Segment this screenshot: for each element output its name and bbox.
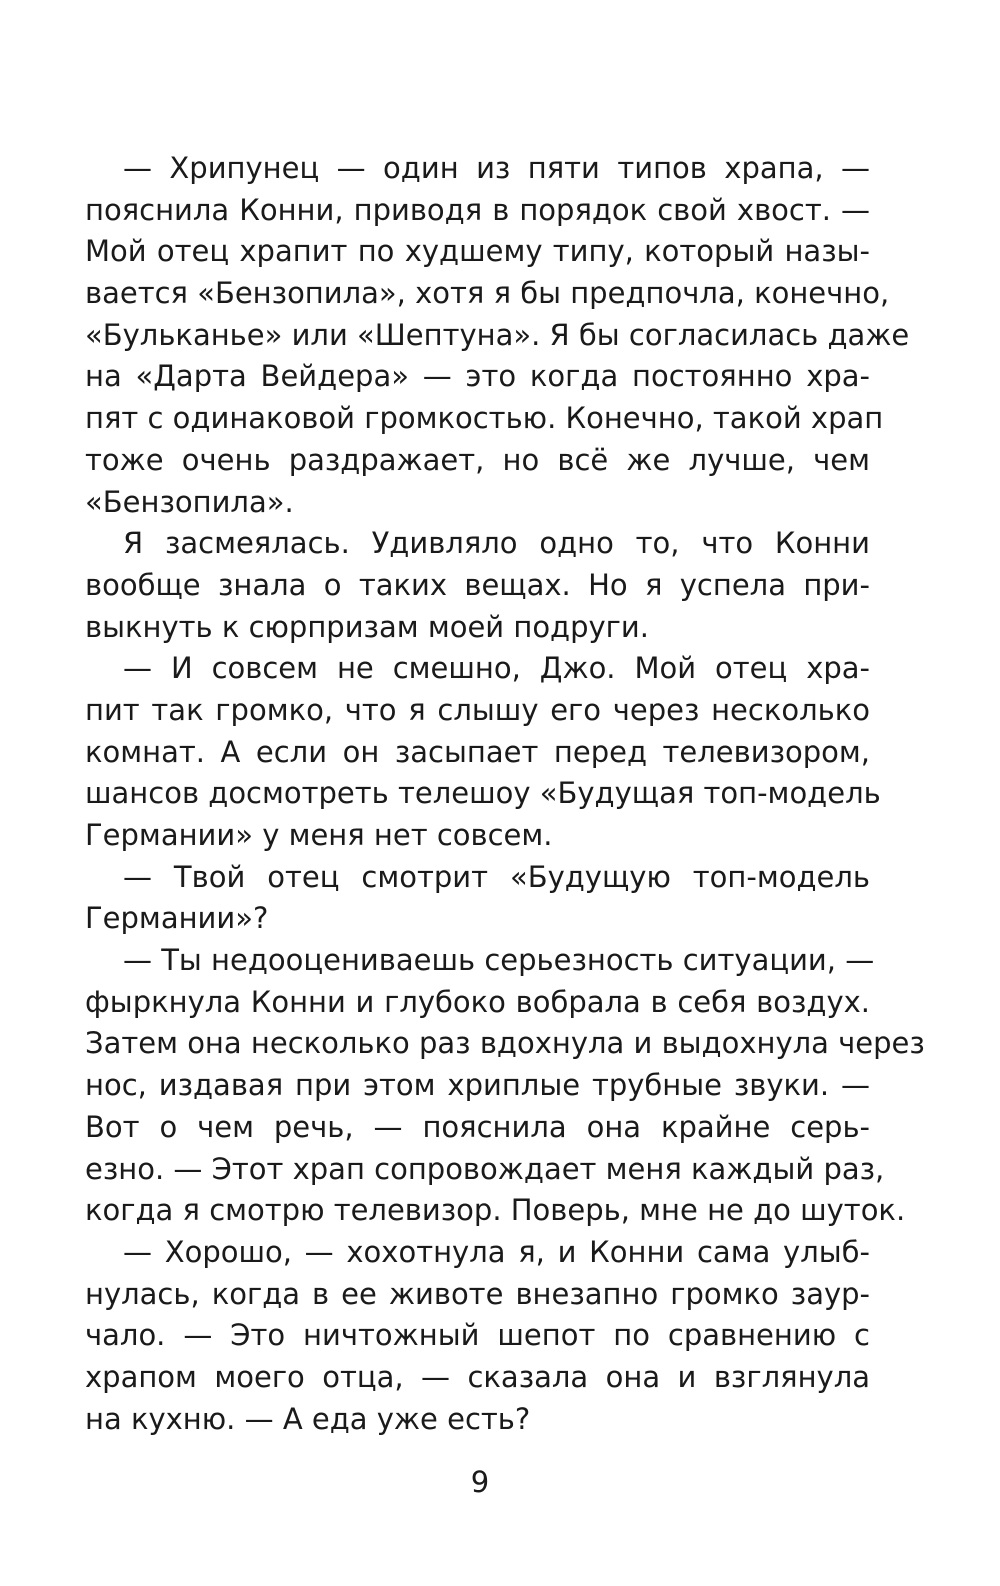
paragraph bbox=[85, 940, 925, 1232]
text-line: комнат. А если он засыпает перед телевизором, bbox=[85, 734, 870, 769]
paragraph bbox=[85, 857, 870, 940]
text-line: Я засмеялась. Удивляло одно то, что Конни bbox=[123, 526, 870, 561]
text-line: нулась, когда в ее животе внезапно громко заур- bbox=[85, 1276, 870, 1311]
text-line: — Твой отец смотрит «Будущую топ-модель bbox=[123, 859, 870, 894]
text-line: на кухню. — А еда уже есть? bbox=[85, 1401, 531, 1436]
text-line: пояснила Конни, приводя в порядок свой хвост. — bbox=[85, 192, 870, 227]
text-line: — И совсем не смешно, Джо. Мой отец хра- bbox=[123, 651, 870, 686]
paragraph bbox=[85, 1232, 870, 1440]
text-line: Вот о чем речь, — пояснила она крайне серь- bbox=[85, 1109, 870, 1144]
text-line: нос, издавая при этом хриплые трубные звуки. — bbox=[85, 1068, 870, 1103]
text-line: «Бензопила». bbox=[85, 484, 294, 519]
text-line: вообще знала о таких вещах. Но я успела при- bbox=[85, 567, 870, 602]
text-line: Мой отец храпит по худшему типу, который назы- bbox=[85, 234, 870, 269]
text-line: «Бульканье» или «Шептуна». Я бы согласилась даже bbox=[85, 317, 910, 352]
paragraph bbox=[85, 648, 881, 856]
text-line: тоже очень раздражает, но всё же лучше, чем bbox=[85, 442, 870, 477]
text-line: пит так громко, что я слышу его через несколько bbox=[85, 692, 870, 727]
paragraph bbox=[85, 523, 870, 648]
text-line: выкнуть к сюрпризам моей подруги. bbox=[85, 609, 649, 644]
text-line: Затем она несколько раз вдохнула и выдохнула через bbox=[85, 1026, 925, 1061]
text-line: — Хорошо, — хохотнула я, и Конни сама улыб- bbox=[123, 1234, 870, 1269]
text-line: пят с одинаковой громкостью. Конечно, такой храп bbox=[85, 401, 884, 436]
text-line: Германии» у меня нет совсем. bbox=[85, 818, 553, 852]
page-body bbox=[85, 148, 925, 1440]
text-line: когда я смотрю телевизор. Поверь, мне не до шуток. bbox=[85, 1193, 906, 1228]
text-line: вается «Бензопила», хотя я бы предпочла, конечно, bbox=[85, 276, 890, 311]
text-line: фыркнула Конни и глубоко вобрала в себя воздух. bbox=[85, 984, 870, 1019]
text-line: чало. — Это ничтожный шепот по сравнению с bbox=[85, 1318, 870, 1353]
page-number: 9 bbox=[470, 1465, 490, 1499]
text-line: храпом моего отца, — сказала она и взглянула bbox=[85, 1359, 870, 1394]
text-line: — Ты недооцениваешь серьезность ситуации, — bbox=[123, 943, 875, 978]
text-line: — Хрипунец — один из пяти типов храпа, — bbox=[123, 151, 870, 185]
text-line: на «Дарта Вейдера» — это когда постоянно хра- bbox=[85, 359, 870, 394]
paragraph bbox=[85, 148, 910, 523]
text-line: езно. — Этот храп сопровождает меня каждый раз, bbox=[85, 1151, 885, 1186]
text-line: шансов досмотреть телешоу «Будущая топ-модель bbox=[85, 776, 881, 811]
text-line: Германии»? bbox=[85, 901, 269, 936]
